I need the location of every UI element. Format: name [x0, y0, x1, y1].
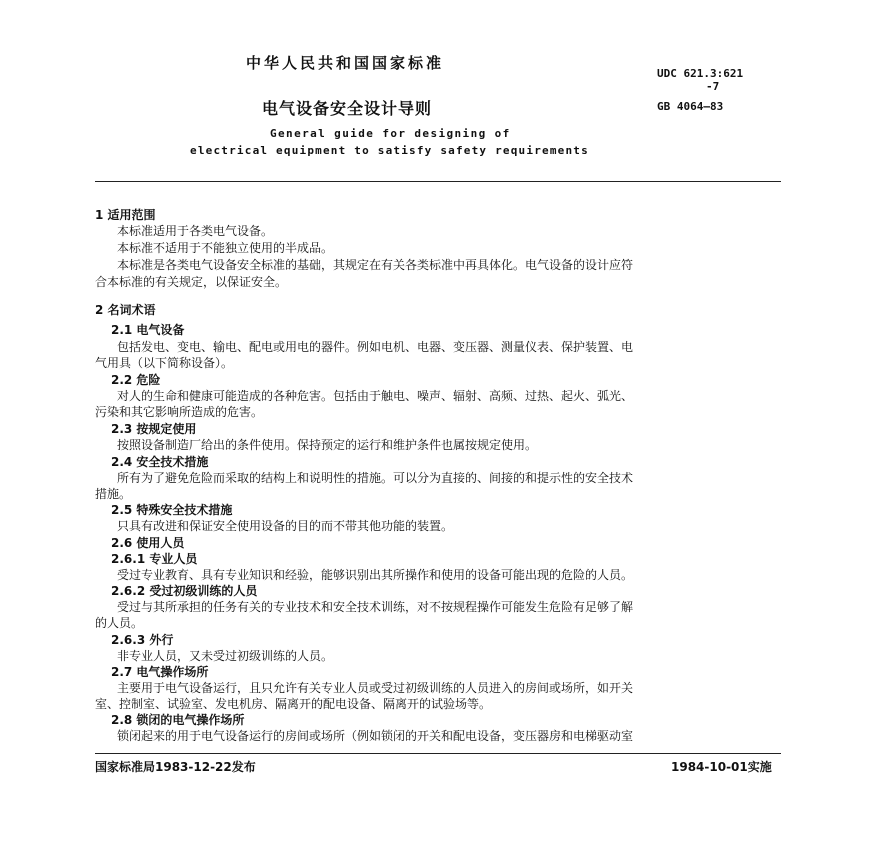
clause-heading: 2.6 使用人员 [111, 536, 185, 550]
national-standard-heading: 中华人民共和国国家标准 [246, 54, 445, 72]
paragraph: 本标准适用于各类电气设备。 [117, 224, 274, 238]
paragraph: 本标准是各类电气设备安全标准的基础，其规定在有关各类标准中再具体化。电气设备的设计应符 [117, 258, 634, 272]
udc-code-suffix: -7 [706, 80, 720, 93]
issue-date: 国家标准局1983-12-22发布 [95, 760, 256, 774]
clause-heading: 2.5 特殊安全技术措施 [111, 503, 233, 517]
paragraph-continued: 室、控制室、试验室、发电机房、隔离开的配电设备、隔离开的试验场等。 [95, 697, 492, 711]
clause-heading: 2.8 锁闭的电气操作场所 [111, 713, 245, 727]
paragraph: 本标准不适用于不能独立使用的半成品。 [117, 241, 334, 255]
clause-heading: 2.1 电气设备 [111, 323, 185, 337]
clause-heading: 2.3 按规定使用 [111, 422, 197, 436]
paragraph-continued: 措施。 [95, 487, 132, 501]
paragraph: 按照设备制造厂给出的条件使用。保持预定的运行和维护条件也属按规定使用。 [117, 438, 538, 452]
clause-heading: 2.6.3 外行 [111, 633, 174, 647]
udc-code: UDC 621.3:621 [657, 67, 744, 80]
paragraph-continued: 污染和其它影响所造成的危害。 [95, 405, 264, 419]
paragraph-continued: 合本标准的有关规定，以保证安全。 [95, 275, 288, 289]
paragraph: 锁闭起来的用于电气设备运行的房间或场所（例如锁闭的开关和配电设备，变压器房和电梯驱动室 [117, 729, 634, 743]
paragraph: 受过专业教育、具有专业知识和经验，能够识别出其所操作和使用的设备可能出现的危险的人员。 [117, 568, 634, 582]
clause-heading: 2.2 危险 [111, 373, 161, 387]
english-title-line-2: electrical equipment to satisfy safety requirements [190, 144, 589, 157]
paragraph: 所有为了避免危险而采取的结构上和说明性的措施。可以分为直接的、间接的和提示性的安全技术 [117, 471, 634, 485]
paragraph: 主要用于电气设备运行，且只允许有关专业人员或受过初级训练的人员进入的房间或场所，如开关 [117, 681, 634, 695]
clause-heading: 2.7 电气操作场所 [111, 665, 209, 679]
paragraph: 受过与其所承担的任务有关的专业技术和安全技术训练，对不按规程操作可能发生危险有足够了解 [117, 600, 634, 614]
paragraph-continued: 的人员。 [95, 616, 144, 630]
paragraph: 对人的生命和健康可能造成的各种危害。包括由于触电、噪声、辐射、高频、过热、起火、弧光、 [117, 389, 634, 403]
document-title: 电气设备安全设计导则 [262, 99, 433, 118]
clause-heading: 2.6.1 专业人员 [111, 552, 198, 566]
header-divider [95, 181, 781, 182]
effective-date: 1984-10-01实施 [671, 760, 772, 774]
clause-heading: 2.6.2 受过初级训练的人员 [111, 584, 258, 598]
paragraph: 只具有改进和保证安全使用设备的目的而不带其他功能的装置。 [117, 519, 454, 533]
paragraph-continued: 气用具（以下简称设备）。 [95, 356, 234, 370]
paragraph: 非专业人员，又未受过初级训练的人员。 [117, 649, 334, 663]
gb-number: GB 4064—83 [657, 100, 724, 113]
footer-divider [95, 753, 781, 754]
clause-heading: 2.4 安全技术措施 [111, 455, 209, 469]
paragraph: 包括发电、变电、输电、配电或用电的器件。例如电机、电器、变压器、测量仪表、保护装置、电 [117, 340, 634, 354]
section-2-heading: 2 名词术语 [95, 303, 156, 317]
section-1-heading: 1 适用范围 [95, 208, 156, 222]
english-title-line-1: General guide for designing of [270, 127, 511, 140]
